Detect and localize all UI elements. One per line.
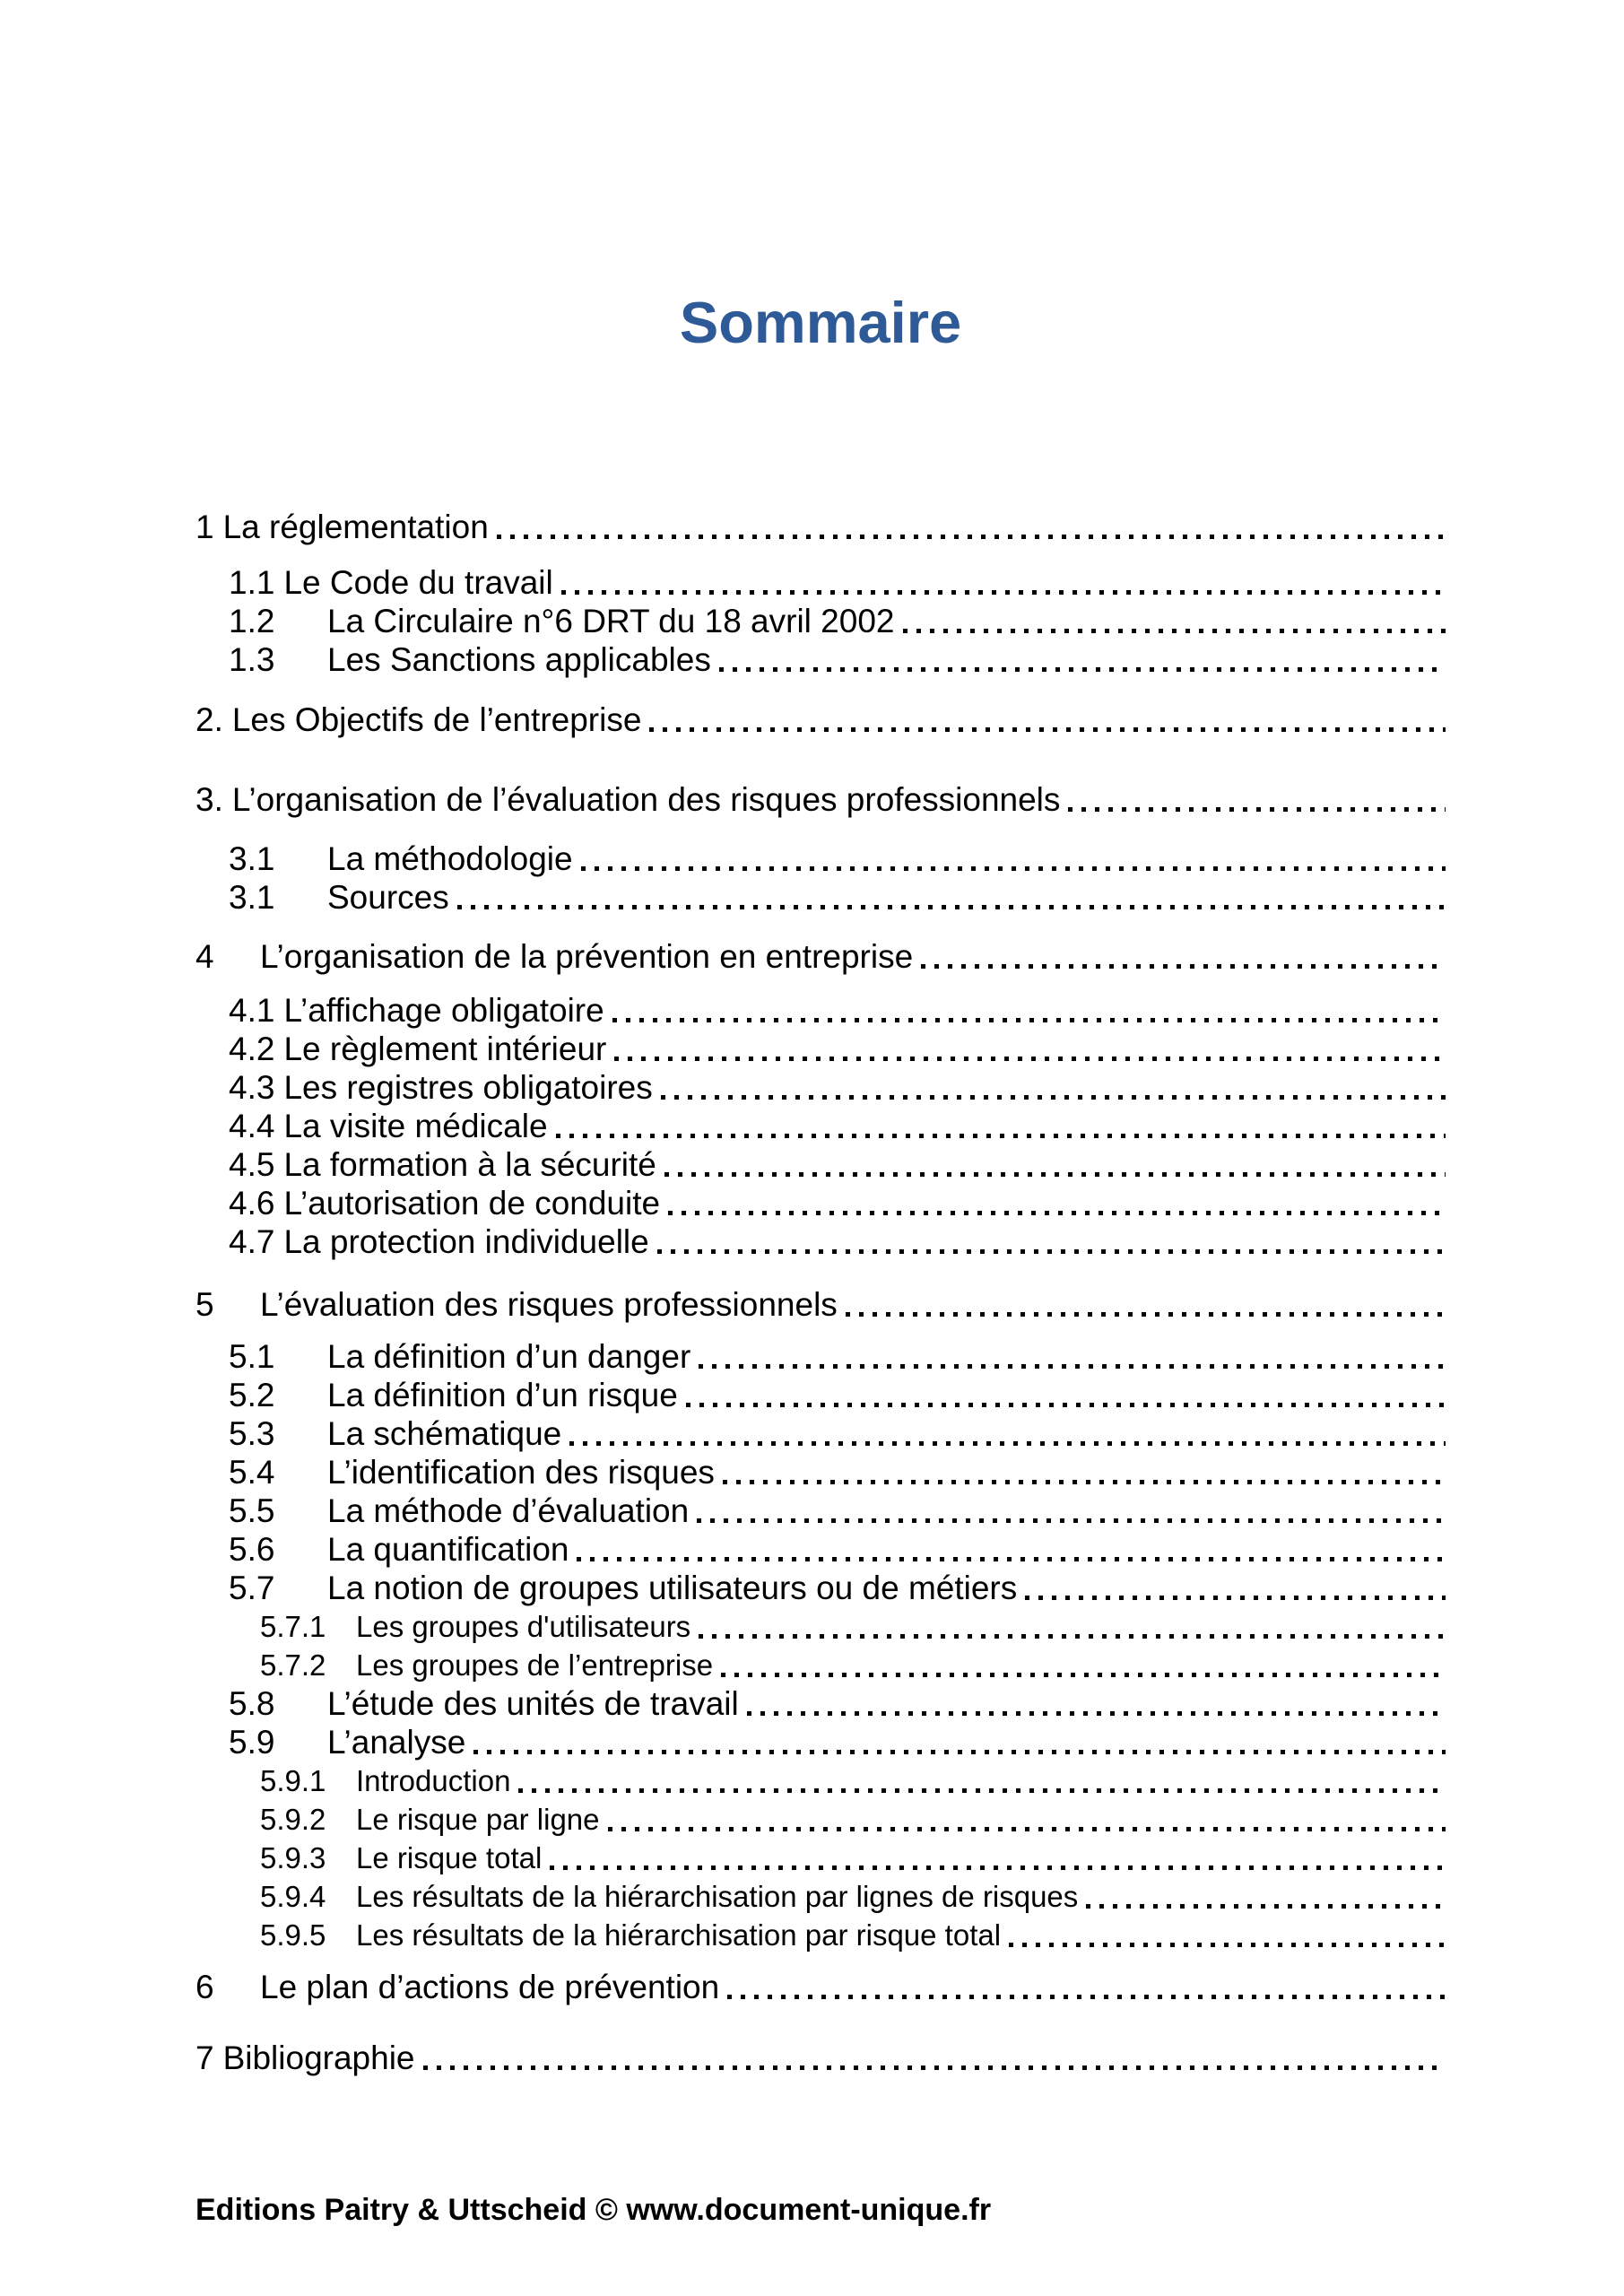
toc-entry-number: 5.7.1 [260,1610,326,1643]
dot-leader [661,1095,1446,1100]
toc-entry-number: 5.9.1 [260,1764,326,1797]
toc-entry-number: 4.5 [229,1146,275,1183]
dot-leader [657,1249,1446,1254]
dot-leader [473,1750,1446,1754]
dot-leader [577,1557,1446,1561]
toc-entry-label: L’identification des risques [327,1454,715,1491]
toc-entry [195,937,1446,976]
toc-entry-label: L’étude des unités de travail [327,1685,739,1722]
toc-entry-number: 1 [195,509,214,545]
dot-leader [612,1018,1446,1022]
toc-entry [229,1222,1446,1261]
toc-entry-number: 4.1 [229,992,275,1029]
toc-entry-label: La méthodologie [327,840,573,877]
toc-entry-label: Le plan d’actions de prévention [260,1969,720,2005]
toc-entry-label: Les résultats de la hiérarchisation par lignes de risques [356,1880,1079,1913]
toc-entry [229,1337,1446,1376]
toc-entry-label: La notion de groupes utilisateurs ou de métiers [327,1570,1018,1606]
toc-entry-label: Le risque par ligne [356,1803,600,1836]
toc-entry [229,1453,1446,1492]
toc-entry-label: Les registres obligatoires [283,1069,653,1106]
toc-entry [260,1877,1446,1916]
toc-entry [229,1145,1446,1184]
toc-entry-label: L’affichage obligatoire [283,992,604,1029]
dot-leader [423,2066,1446,2070]
toc-entry [195,2039,1446,2077]
toc-entry-number: 5.9.2 [260,1803,326,1836]
dot-leader [518,1788,1446,1793]
toc-entry [229,1107,1446,1145]
dot-leader [1068,807,1446,812]
toc-entry-number: 6 [195,1969,214,2005]
dot-leader [664,1172,1446,1177]
toc-entry-label: L’évaluation des risques professionnels [260,1286,838,1323]
dot-leader [608,1827,1446,1831]
toc-entry-label: La formation à la sécurité [283,1146,656,1183]
table-of-contents [195,508,1446,2077]
toc-entry-label: La quantification [327,1531,569,1568]
toc-entry-number: 5.6 [229,1531,275,1568]
toc-entry [229,878,1446,917]
toc-entry-number: 4.7 [229,1223,275,1260]
dot-leader [699,1634,1446,1639]
dot-leader [697,1518,1446,1523]
toc-entry [229,1530,1446,1569]
toc-entry-number: 5.7.2 [260,1648,326,1682]
toc-entry [229,602,1446,640]
toc-entry-label: La Circulaire n°6 DRT du 18 avril 2002 [327,603,895,639]
dot-leader [921,964,1446,969]
toc-entry-label: Les résultats de la hiérarchisation par risque total [356,1918,1002,1952]
toc-entry [260,1607,1446,1646]
toc-entry-number: 5.9.3 [260,1841,326,1874]
toc-entry-label: La visite médicale [283,1108,548,1144]
footer [195,2192,991,2228]
toc-entry [229,1723,1446,1761]
toc-entry [260,1800,1446,1839]
dot-leader [686,1403,1446,1407]
toc-entry-number: 1.3 [229,641,275,678]
toc-entry-label: Sources [327,879,449,916]
toc-entry-number: 3.1 [229,879,275,916]
toc-entry-number: 5.9.4 [260,1880,326,1913]
toc-entry [260,1916,1446,1954]
dot-leader [1086,1904,1446,1909]
dot-leader [668,1211,1446,1215]
dot-leader [723,1480,1446,1484]
toc-entry-number: 5.3 [229,1415,275,1452]
toc-entry-number: 3.1 [229,840,275,877]
toc-entry-label: La protection individuelle [283,1223,649,1260]
toc-entry-number: 5.4 [229,1454,275,1491]
toc-entry-number: 5.9.5 [260,1918,326,1952]
dot-leader [550,1866,1446,1870]
toc-entry-number: 1.1 [229,564,275,601]
dot-leader [556,1134,1446,1138]
toc-entry [229,1030,1446,1068]
toc-entry [229,1569,1446,1607]
toc-entry-label: Les groupes de l’entreprise [356,1648,714,1682]
toc-entry [229,1414,1446,1453]
toc-entry-label: La définition d’un risque [327,1377,678,1413]
toc-entry-label: L’organisation de l’évaluation des risques professionnels [231,781,1061,818]
toc-entry-number: 7 [195,2039,214,2076]
toc-entry-label: Bibliographie [222,2039,415,2076]
toc-entry [260,1839,1446,1877]
toc-entry-label: Les groupes d'utilisateurs [356,1610,691,1643]
toc-entry-number: 5.8 [229,1685,275,1722]
dot-leader [721,1673,1446,1677]
dot-leader [903,629,1446,633]
dot-leader [569,1441,1446,1446]
dot-leader [846,1312,1446,1317]
toc-entry-label: Les Objectifs de l’entreprise [231,701,642,738]
toc-entry-label: La méthode d’évaluation [327,1492,690,1529]
toc-entry [229,1184,1446,1222]
toc-entry-label: La définition d’un danger [327,1338,691,1375]
toc-entry [260,1761,1446,1800]
toc-entry-number: 5.7 [229,1570,275,1606]
toc-entry-number: 5.2 [229,1377,275,1413]
toc-entry [229,563,1446,602]
toc-entry-number: 5 [195,1286,214,1323]
dot-leader [581,866,1446,871]
toc-entry-number: 4.3 [229,1069,275,1106]
dot-leader [1025,1596,1446,1600]
toc-entry [229,839,1446,878]
toc-entry-number: 4.6 [229,1185,275,1222]
toc-entry [229,640,1446,679]
dot-leader [699,1364,1446,1369]
toc-entry-number: 4 [195,938,214,975]
toc-entry [229,1068,1446,1107]
dot-leader [457,905,1446,909]
dot-leader [747,1711,1446,1716]
dot-leader [649,727,1446,732]
toc-entry [195,508,1446,546]
toc-entry-label: Le Code du travail [283,564,553,601]
toc-entry [229,991,1446,1030]
dot-leader [719,667,1446,672]
toc-entry [195,700,1446,739]
dot-leader [614,1057,1446,1061]
toc-entry-number: 1.2 [229,603,275,639]
toc-entry [229,1492,1446,1530]
toc-entry-number: 5.9 [229,1724,275,1761]
toc-entry-number: 3. [195,781,223,818]
footer-text: Editions Paitry & Uttscheid © www.document-unique.fr [195,2193,992,2227]
dot-leader [727,1995,1446,1999]
toc-entry [260,1646,1446,1684]
dot-leader [1009,1943,1446,1947]
toc-entry-number: 2. [195,701,223,738]
toc-entry-label: L’organisation de la prévention en entreprise [260,938,914,975]
toc-entry-label: Le règlement intérieur [283,1031,607,1067]
toc-entry-label: Le risque total [356,1841,543,1874]
toc-entry-number: 5.5 [229,1492,275,1529]
toc-entry [229,1376,1446,1414]
toc-entry [195,780,1446,819]
toc-entry-number: 4.2 [229,1031,275,1067]
page-title: Sommaire [679,290,962,355]
toc-entry-label: La schématique [327,1415,562,1452]
toc-entry-number: 5.1 [229,1338,275,1375]
toc-entry-number: 4.4 [229,1108,275,1144]
toc-entry-label: L’analyse [327,1724,466,1761]
toc-entry [229,1684,1446,1723]
toc-entry [195,1285,1446,1324]
toc-entry-label: La réglementation [222,509,489,545]
dot-leader [497,535,1446,539]
toc-entry [195,1968,1446,2006]
dot-leader [561,590,1446,595]
toc-entry-label: L’autorisation de conduite [283,1185,661,1222]
toc-entry-label: Les Sanctions applicables [327,641,711,678]
toc-entry-label: Introduction [356,1764,511,1797]
